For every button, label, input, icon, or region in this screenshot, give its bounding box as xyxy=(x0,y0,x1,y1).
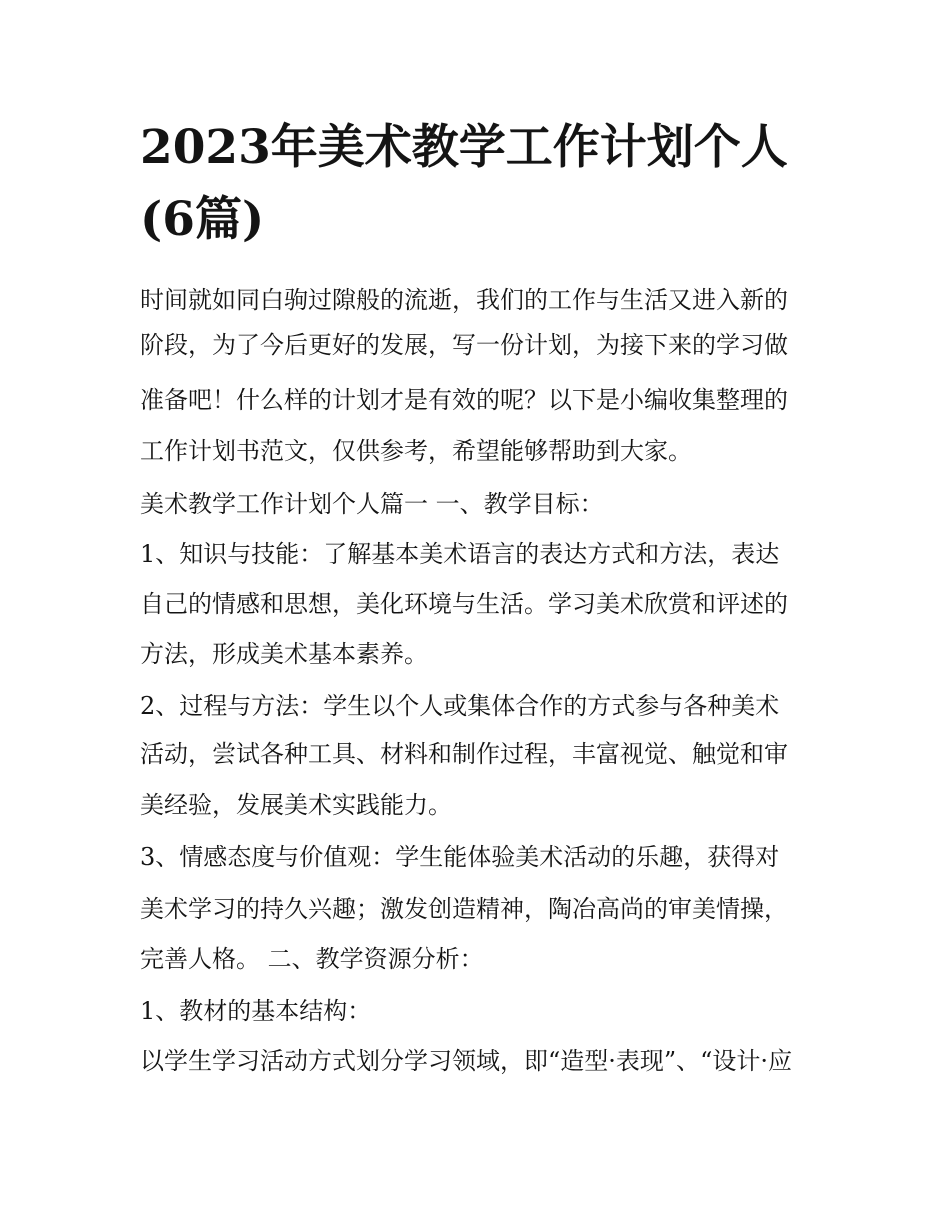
document-title xyxy=(140,112,820,256)
paragraph-line: 方法，形成美术基本素养。 xyxy=(140,640,428,668)
paragraph-line: 以学生学习活动方式划分学习领域，即“造型·表现”、“设计·应 xyxy=(140,1047,793,1075)
paragraph-line: 准备吧！什么样的计划才是有效的呢？以下是小编收集整理的 xyxy=(140,386,788,414)
paragraph-line: 工作计划书范文，仅供参考，希望能够帮助到大家。 xyxy=(140,437,692,465)
paragraph-line: 2、过程与方法：学生以个人或集体合作的方式参与各种美术 xyxy=(140,692,780,720)
section-heading: 美术教学工作计划个人篇一 一、教学目标： xyxy=(140,490,604,518)
paragraph-line: 1、教材的基本结构： xyxy=(140,997,372,1025)
paragraph-line: 美经验，发展美术实践能力。 xyxy=(140,791,452,819)
paragraph-line: 时间就如同白驹过隙般的流逝，我们的工作与生活又进入新的 xyxy=(140,286,788,314)
paragraph-line: 1、知识与技能：了解基本美术语言的表达方式和方法，表达 xyxy=(140,540,780,568)
paragraph-line: 美术学习的持久兴趣；激发创造精神，陶冶高尚的审美情操， xyxy=(140,895,788,923)
title-line-2: (6篇) xyxy=(140,192,265,247)
paragraph-line: 自己的情感和思想，美化环境与生活。学习美术欣赏和评述的 xyxy=(140,590,788,618)
paragraph-line: 完善人格。 二、教学资源分析： xyxy=(140,945,484,973)
paragraph-line: 活动，尝试各种工具、材料和制作过程，丰富视觉、触觉和审 xyxy=(140,740,788,768)
paragraph-line: 阶段，为了今后更好的发展，写一份计划，为接下来的学习做 xyxy=(140,331,788,359)
title-line-1: 2023年美术教学工作计划个人 xyxy=(140,120,788,175)
paragraph-line: 3、情感态度与价值观：学生能体验美术活动的乐趣，获得对 xyxy=(140,843,780,871)
